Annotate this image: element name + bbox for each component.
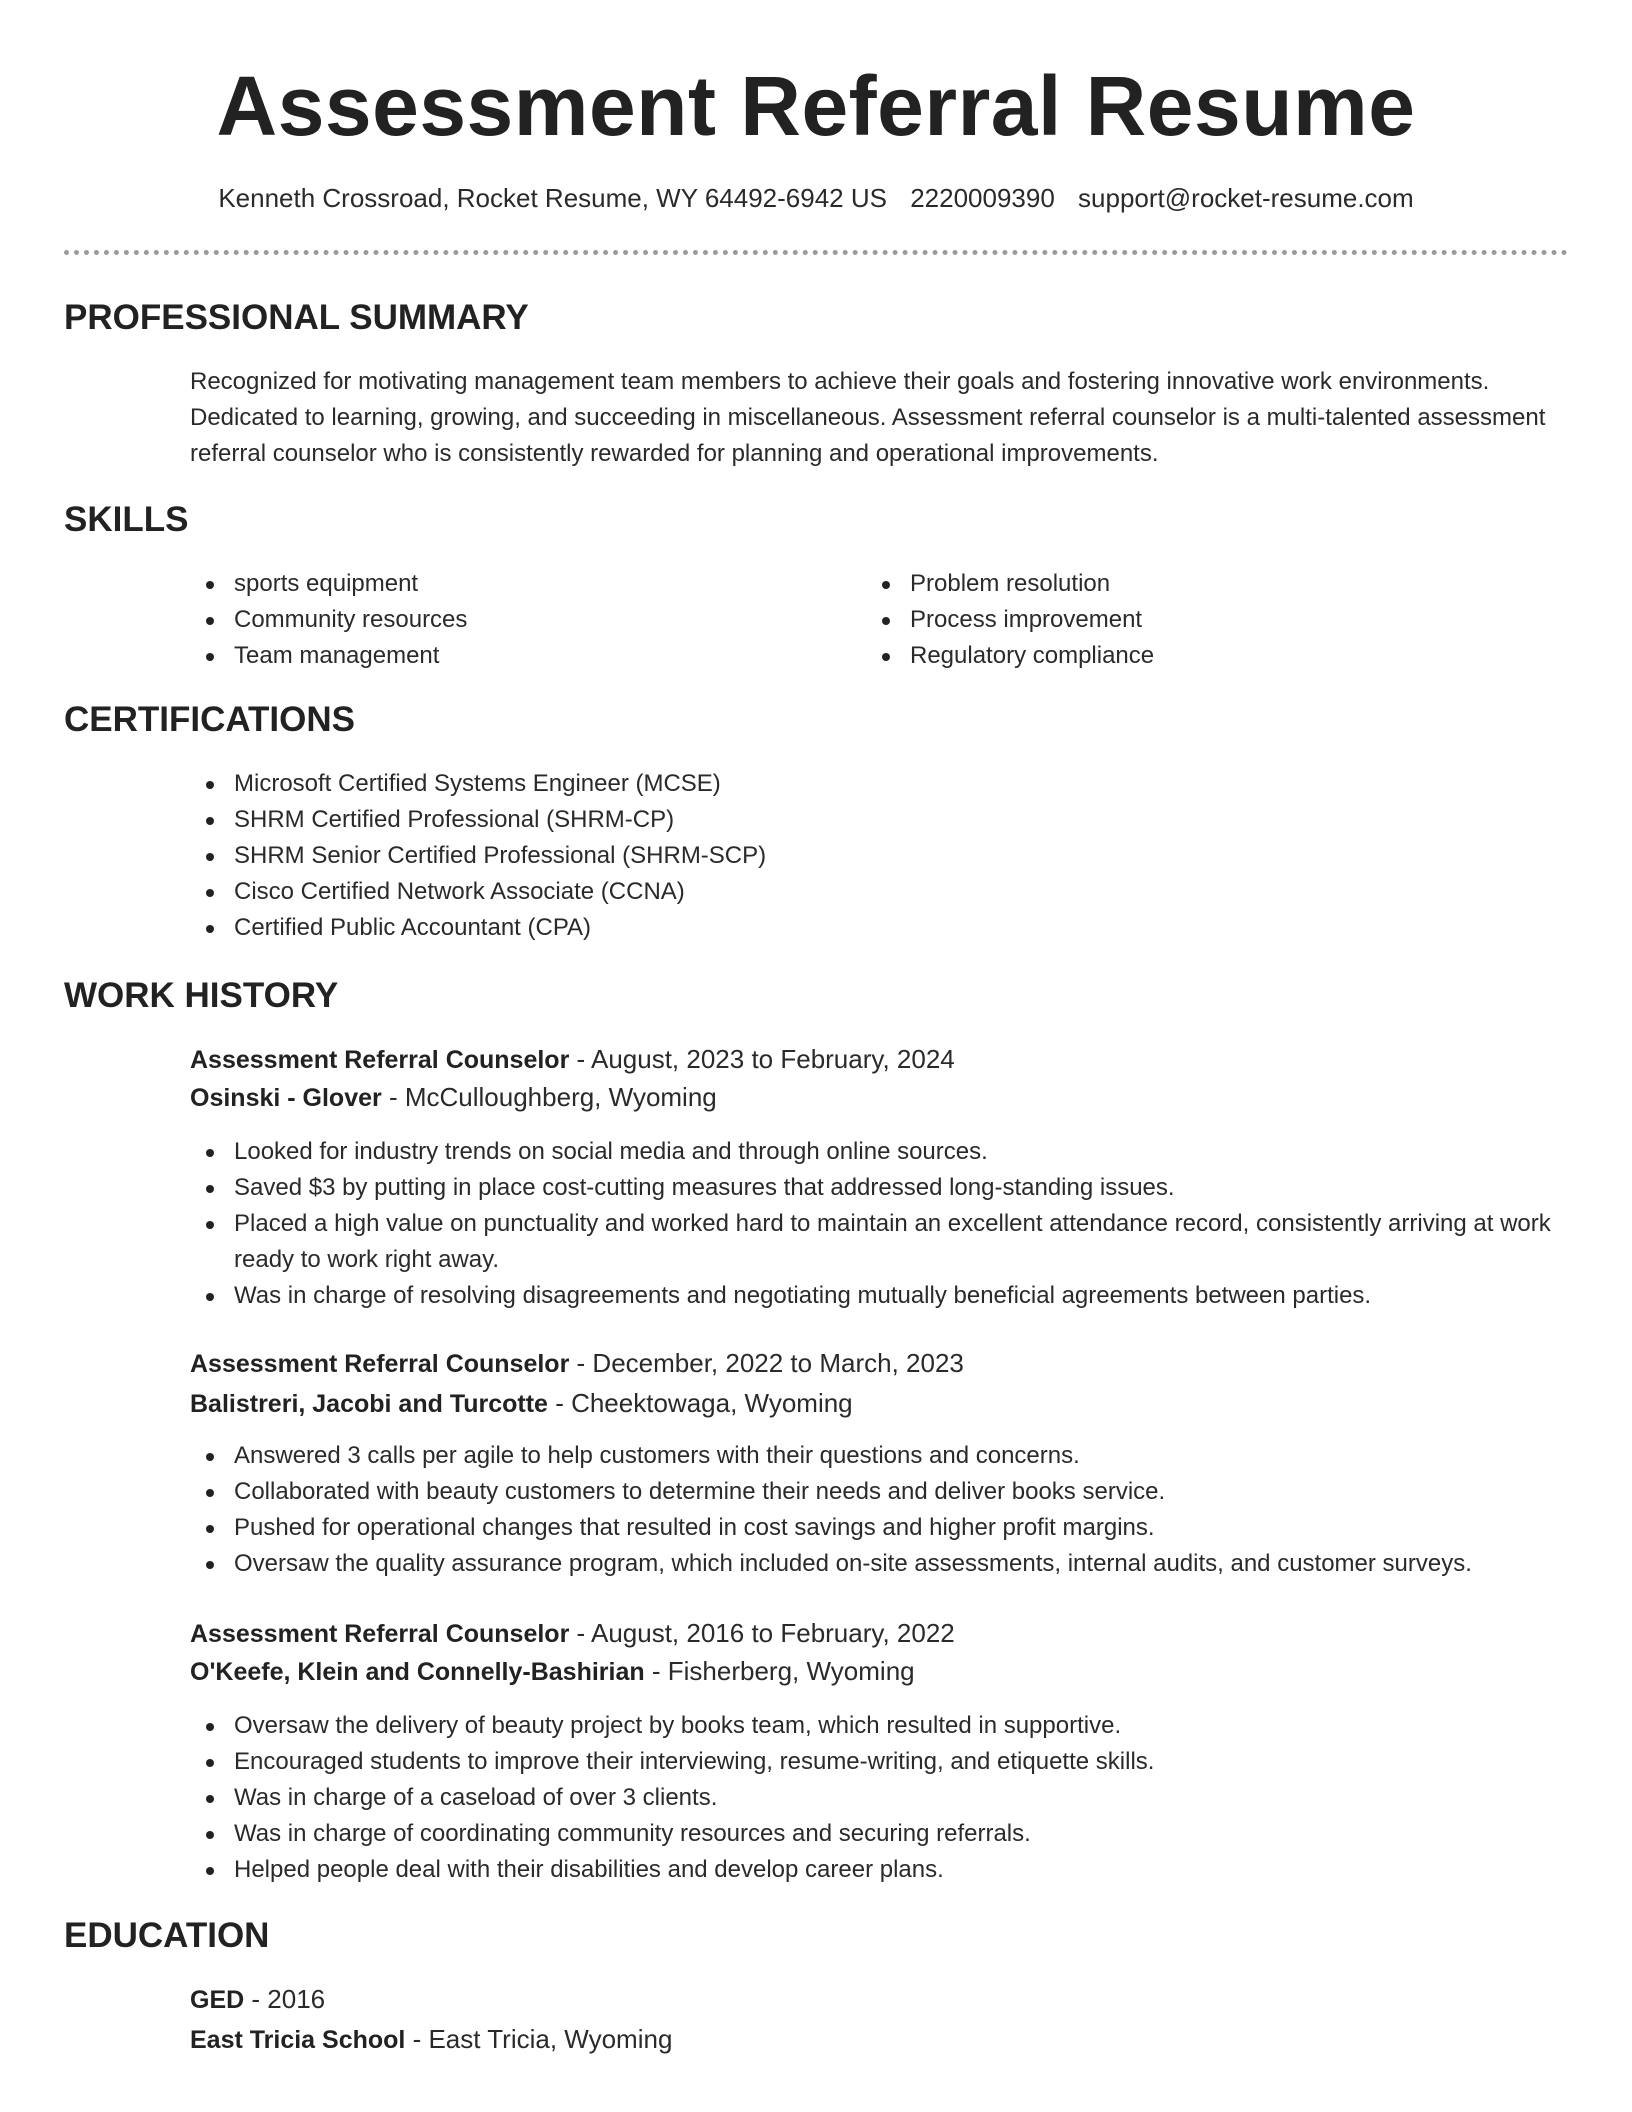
- job-title-line: [190, 1040, 955, 1079]
- job-bullet: Collaborated with beauty customers to determine their needs and deliver books service.: [190, 1474, 1570, 1510]
- certifications-list: [190, 766, 1550, 946]
- job-bullet: Answered 3 calls per agile to help customers with their questions and concerns.: [190, 1438, 1570, 1474]
- job-bullet: Was in charge of a caseload of over 3 clients.: [190, 1780, 1570, 1816]
- skill-item: Regulatory compliance: [866, 638, 1486, 674]
- job-company-line: [190, 1652, 915, 1691]
- skill-item: sports equipment: [190, 566, 810, 602]
- job-bullet: Pushed for operational changes that resulted in cost savings and higher profit margins.: [190, 1510, 1570, 1546]
- skill-item: Team management: [190, 638, 810, 674]
- contact-phone: 2220009390: [910, 183, 1055, 213]
- skills-list-right: [866, 566, 1486, 674]
- job-company-line: [190, 1384, 853, 1423]
- education-location: - East Tricia, Wyoming: [405, 2024, 673, 2054]
- skill-item: Community resources: [190, 602, 810, 638]
- job-bullet: Encouraged students to improve their interviewing, resume-writing, and etiquette skills.: [190, 1744, 1570, 1780]
- certification-item: Cisco Certified Network Associate (CCNA): [190, 874, 1550, 910]
- job-dates: - August, 2016 to February, 2022: [569, 1618, 955, 1648]
- job-bullet: Looked for industry trends on social media and through online sources.: [190, 1134, 1570, 1170]
- job-bullet: Was in charge of coordinating community resources and securing referrals.: [190, 1816, 1570, 1852]
- certification-item: Certified Public Accountant (CPA): [190, 910, 1550, 946]
- education-school: East Tricia School: [190, 2026, 406, 2054]
- job-title: Assessment Referral Counselor: [190, 1046, 570, 1074]
- skills-list-left: [190, 566, 810, 674]
- job-title: Assessment Referral Counselor: [190, 1620, 570, 1648]
- job-bullet: Was in charge of resolving disagreements and negotiating mutually beneficial agreements between parties.: [190, 1278, 1570, 1314]
- certification-item: Microsoft Certified Systems Engineer (MCSE): [190, 766, 1550, 802]
- job-bullet: Oversaw the quality assurance program, which included on-site assessments, internal audits, and customer surveys.: [190, 1546, 1570, 1582]
- job-bullets: [190, 1708, 1570, 1888]
- job-title-line: [190, 1344, 964, 1383]
- job-company: O'Keefe, Klein and Connelly-Bashirian: [190, 1658, 645, 1686]
- contact-address: Kenneth Crossroad, Rocket Resume, WY 64492-6942 US: [218, 183, 887, 213]
- job-dates: - August, 2023 to February, 2024: [569, 1044, 955, 1074]
- job-company: Osinski - Glover: [190, 1084, 382, 1112]
- job-bullet: Saved $3 by putting in place cost-cutting measures that addressed long-standing issues.: [190, 1170, 1570, 1206]
- education-degree-line: [190, 1980, 325, 2019]
- certifications-heading: CERTIFICATIONS: [64, 700, 356, 739]
- certification-item: SHRM Senior Certified Professional (SHRM-SCP): [190, 838, 1550, 874]
- job-dates: - December, 2022 to March, 2023: [569, 1348, 964, 1378]
- job-location: - Cheektowaga, Wyoming: [547, 1388, 853, 1418]
- job-company-line: [190, 1078, 717, 1117]
- skills-heading: SKILLS: [64, 500, 189, 539]
- contact-email: support@rocket-resume.com: [1078, 183, 1414, 213]
- job-title: Assessment Referral Counselor: [190, 1350, 570, 1378]
- education-degree: GED: [190, 1986, 245, 2014]
- education-year: - 2016: [244, 1984, 326, 2014]
- resume-title: Assessment Referral Resume: [216, 59, 1416, 153]
- job-company: Balistreri, Jacobi and Turcotte: [190, 1390, 548, 1418]
- education-heading: EDUCATION: [64, 1916, 270, 1955]
- job-bullets: [190, 1438, 1570, 1582]
- job-location: - McCulloughberg, Wyoming: [381, 1082, 717, 1112]
- job-location: - Fisherberg, Wyoming: [644, 1656, 915, 1686]
- job-title-line: [190, 1614, 955, 1653]
- job-bullet: Helped people deal with their disabilities and develop career plans.: [190, 1852, 1570, 1888]
- summary-text: Recognized for motivating management team members to achieve their goals and fostering innovative work environments. Dedicated to learning, growing, and succeeding in miscellaneous. Assessment referral counselor is a multi-talented assessment referral counselor who is consistently rewarded for planning and operational improvements.: [190, 368, 1546, 467]
- education-school-line: [190, 2020, 672, 2059]
- job-bullet: Oversaw the delivery of beauty project by books team, which resulted in supportive.: [190, 1708, 1570, 1744]
- job-bullet: Placed a high value on punctuality and worked hard to maintain an excellent attendance record, consistently arriving at work ready to work right away.: [190, 1206, 1570, 1278]
- contact-line: [0, 180, 1632, 216]
- skill-item: Problem resolution: [866, 566, 1486, 602]
- job-bullets: [190, 1134, 1570, 1314]
- skill-item: Process improvement: [866, 602, 1486, 638]
- certification-item: SHRM Certified Professional (SHRM-CP): [190, 802, 1550, 838]
- work-history-heading: WORK HISTORY: [64, 976, 339, 1015]
- summary-heading: PROFESSIONAL SUMMARY: [64, 298, 529, 337]
- header-divider: [64, 250, 1568, 255]
